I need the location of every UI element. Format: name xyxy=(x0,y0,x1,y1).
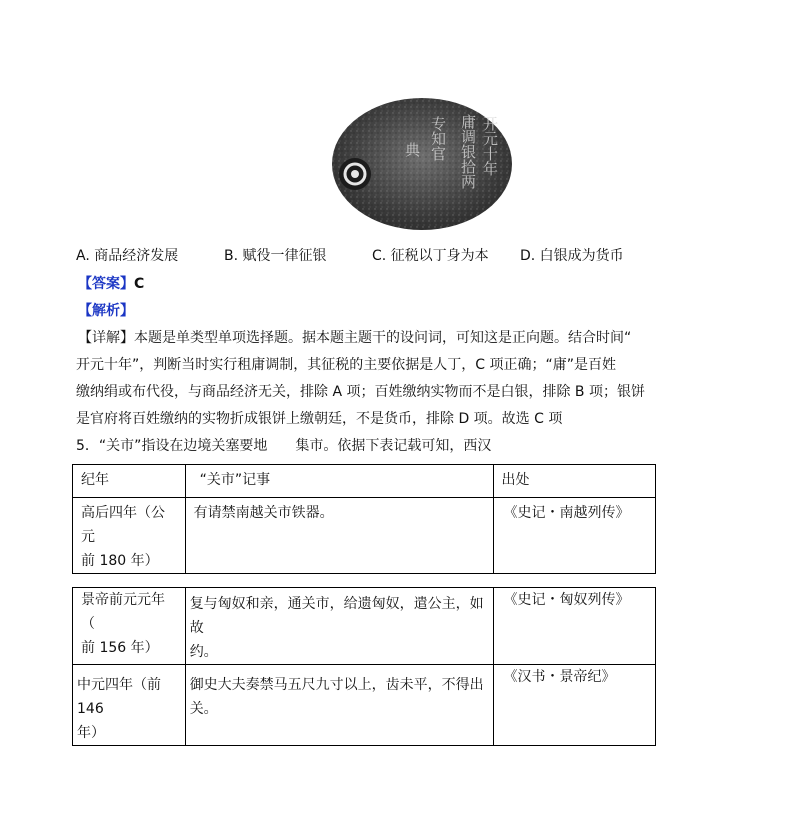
inscription-text: 开元十年 xyxy=(481,116,499,176)
year-cell-line-1: 景帝前元元年（ xyxy=(81,592,165,632)
analysis-bracket-close: 】 xyxy=(120,303,134,319)
analysis-heading xyxy=(78,301,134,321)
detail-line-2: 开元十年”，判断当时实行租庸调制，其征税的主要依据是人丁，C 项正确；“庸”是百姓 xyxy=(76,357,616,373)
option-d[interactable]: D. 白银成为货币 xyxy=(520,248,624,264)
event-cell-line-1: 有请禁南越关市铁器。 xyxy=(193,505,334,521)
detail-bracket-open: 【 xyxy=(78,330,92,346)
option-c[interactable]: C. 征税以丁身为本 xyxy=(372,248,489,264)
detail-text: 本题是单类型单项选择题。据本题主题干的设问词，可知这是正向题。结合时间“ xyxy=(134,330,632,346)
silver-cake-rubbing-image xyxy=(320,94,520,234)
header-source: 出处 xyxy=(501,472,530,488)
table-row xyxy=(73,665,656,746)
table-row xyxy=(73,588,656,665)
answer-line xyxy=(78,274,144,294)
analysis-bracket-open: 【 xyxy=(78,303,92,319)
event-cell-line-1: 御史大夫奏禁马五尺九寸以上，齿未平，不得出 xyxy=(189,677,484,693)
source-cell: 《史记・匈奴列传》 xyxy=(503,592,630,608)
detail-line-3: 缴纳绢或布代役，与商品经济无关，排除 A 项；百姓缴纳实物而不是白银，排除 B 项；银饼 xyxy=(76,384,645,400)
analysis-label: 解析 xyxy=(92,303,120,319)
inscription-text: 庸调银拾两 xyxy=(459,114,477,189)
event-cell-line-2: 约。 xyxy=(189,644,218,660)
inscription-text: 典 xyxy=(403,142,421,157)
answer-bracket-open: 【 xyxy=(78,276,92,292)
records-table-2 xyxy=(72,587,656,746)
year-cell-line-2: 前 180 年） xyxy=(81,553,159,569)
source-cell: 《汉书・景帝纪》 xyxy=(503,669,616,685)
option-a[interactable]: A. 商品经济发展 xyxy=(76,248,179,264)
table-row xyxy=(73,498,656,574)
answer-bracket-close: 】 xyxy=(120,276,134,292)
event-cell-line-1: 复与匈奴和亲，通关市，给遗匈奴，遣公主，如故 xyxy=(189,596,484,636)
question-5-stem: 5．“关市”指设在边境关塞要地 集市。依据下表记载可知，西汉 xyxy=(76,438,492,454)
detail-bracket-close: 】 xyxy=(120,330,134,346)
header-year: 纪年 xyxy=(81,472,109,488)
event-cell-line-2: 关。 xyxy=(189,701,218,717)
inscription-text: 专知官 xyxy=(429,116,447,161)
answer-value: C xyxy=(134,276,145,292)
year-cell-line-1: 高后四年（公元 xyxy=(81,505,165,545)
answer-label: 答案 xyxy=(92,276,120,292)
detail-line-4: 是官府将百姓缴纳的实物折成银饼上缴朝廷，不是货币，排除 D 项。故选 C 项 xyxy=(76,411,563,427)
rubbing-icon xyxy=(320,94,520,234)
year-cell-line-2: 前 156 年） xyxy=(81,640,159,656)
records-table-1 xyxy=(72,464,656,574)
year-cell-line-2: 年） xyxy=(77,725,105,741)
table-header-row xyxy=(73,465,656,498)
year-cell-line-1: 中元四年（前 146 xyxy=(77,677,161,717)
source-cell: 《史记・南越列传》 xyxy=(503,505,630,521)
option-b[interactable]: B. 赋役一律征银 xyxy=(224,248,327,264)
detail-label: 详解 xyxy=(92,330,120,346)
detail-line-1 xyxy=(78,328,631,348)
header-event: “关市”记事 xyxy=(199,472,271,488)
